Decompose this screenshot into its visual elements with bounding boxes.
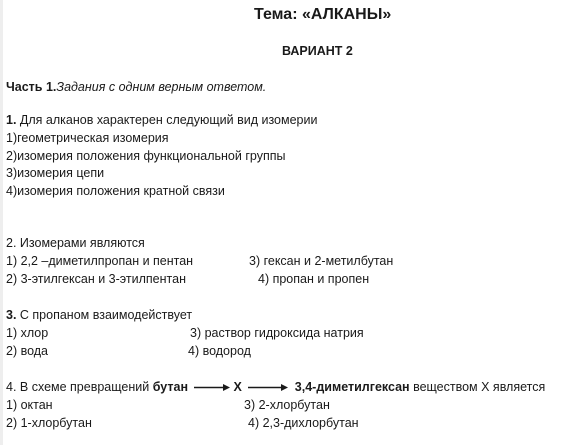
question-3-option-3: 3) раствор гидроксида натрия <box>190 326 364 340</box>
question-4 <box>6 380 545 395</box>
question-3-number: 3. <box>6 308 17 322</box>
question-2-text: Изомерами являются <box>16 236 145 250</box>
part1-label: Часть 1. <box>6 80 57 94</box>
question-4-end: 3,4-диметилгексан <box>294 380 410 394</box>
question-4-option-1: 1) октан <box>6 398 53 412</box>
variant-heading: ВАРИАНТ 2 <box>282 44 353 58</box>
part1-instruction: Задания с одним верным ответом. <box>56 80 267 94</box>
page-left-edge <box>0 0 3 445</box>
part1-heading <box>6 80 266 95</box>
question-4-middle: Х <box>233 380 242 394</box>
question-1-option-3: 3)изомерия цепи <box>6 166 105 180</box>
question-4-option-4: 4) 2,3-дихлорбутан <box>248 416 359 430</box>
page-title: Тема: «АЛКАНЫ» <box>254 6 392 23</box>
question-1-option-4: 4)изомерия положения кратной связи <box>6 184 225 198</box>
question-1-text: Для алканов характерен следующий вид изомерии <box>16 113 318 127</box>
question-2-option-4: 4) пропан и пропен <box>258 272 370 286</box>
question-4-option-2: 2) 1-хлорбутан <box>6 416 92 430</box>
question-3-option-1: 1) хлор <box>6 326 49 340</box>
question-4-suffix: веществом Х является <box>409 380 546 394</box>
question-2-number: 2. <box>6 236 17 250</box>
question-2 <box>6 236 145 251</box>
question-4-prefix: 4. В схеме превращений <box>6 380 153 394</box>
arrow-right-icon <box>193 383 231 392</box>
question-3-option-4: 4) водород <box>188 344 251 358</box>
question-2-option-1: 1) 2,2 –диметилпропан и пентан <box>6 254 194 268</box>
question-3 <box>6 308 192 323</box>
question-4-option-3: 3) 2-хлорбутан <box>244 398 330 412</box>
question-2-option-2: 2) 3-этилгексан и 3-этилпентан <box>6 272 186 286</box>
arrow-right-icon <box>247 383 289 392</box>
question-1-number: 1. <box>6 113 17 127</box>
question-1-option-1: 1)геометрическая изомерия <box>6 131 169 145</box>
question-1-option-2: 2)изомерия положения функциональной группы <box>6 149 286 163</box>
question-2-option-3: 3) гексан и 2-метилбутан <box>249 254 394 268</box>
question-1 <box>6 113 317 128</box>
question-3-text: С пропаном взаимодействует <box>16 308 193 322</box>
question-4-start: бутан <box>152 380 188 394</box>
question-3-option-2: 2) вода <box>6 344 49 358</box>
